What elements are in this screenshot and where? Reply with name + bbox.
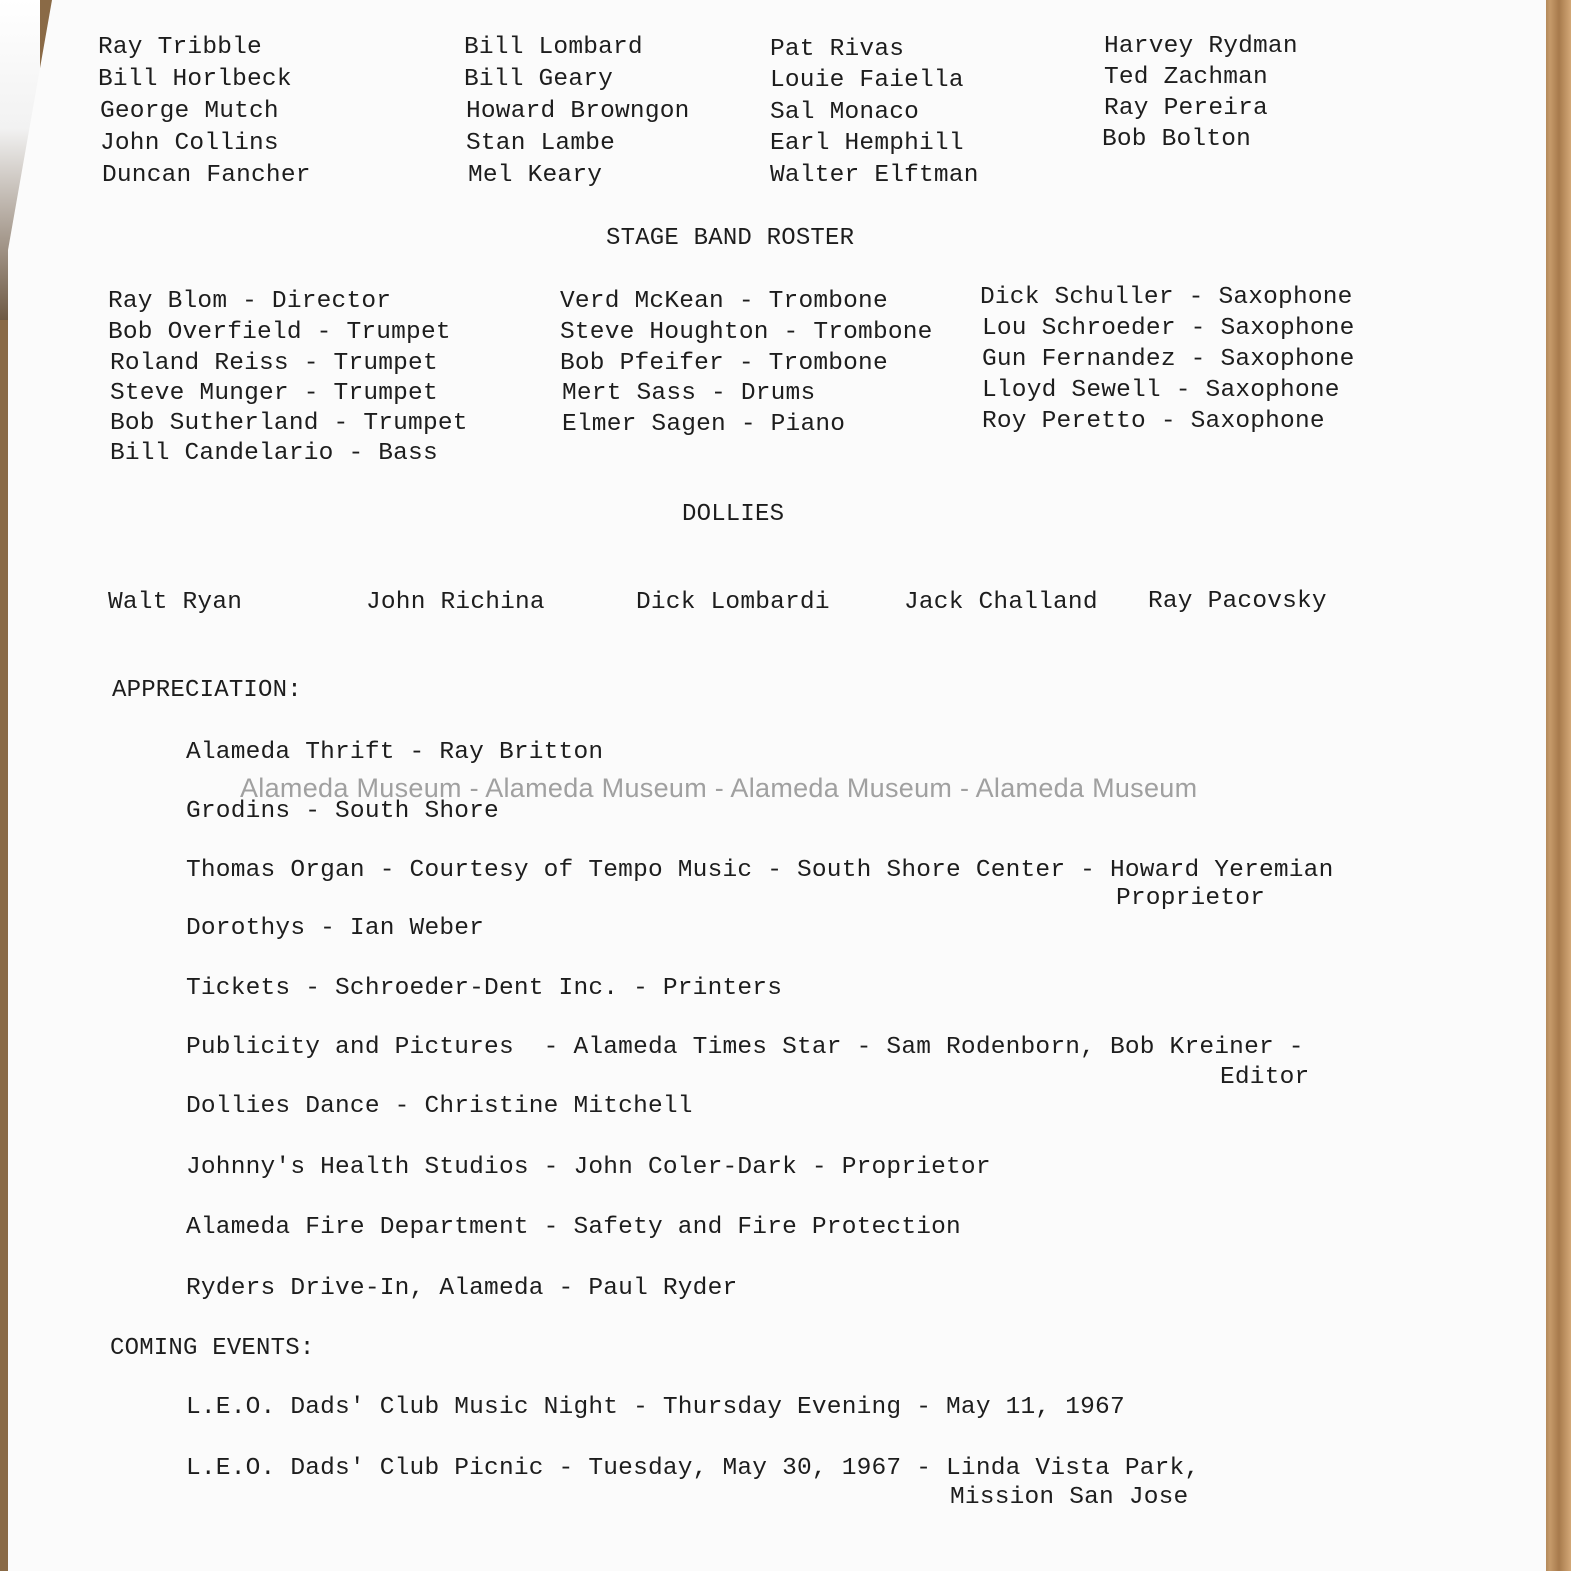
name-entry: Walter Elftman bbox=[770, 162, 979, 189]
roster-entry: Bill Candelario - Bass bbox=[110, 440, 438, 467]
roster-entry: Roland Reiss - Trumpet bbox=[110, 350, 438, 377]
event-item: L.E.O. Dads' Club Picnic - Tuesday, May 30, 1967 - Linda Vista Park, bbox=[186, 1455, 1200, 1482]
name-entry: Ted Zachman bbox=[1104, 64, 1268, 91]
dollies-name: Walt Ryan bbox=[108, 589, 243, 616]
roster-entry: Bob Pfeifer - Trombone bbox=[560, 350, 888, 377]
dollies-heading: DOLLIES bbox=[682, 501, 785, 528]
appreciation-item: Dollies Dance - Christine Mitchell bbox=[186, 1093, 693, 1120]
roster-entry: Steve Houghton - Trombone bbox=[560, 319, 933, 346]
name-entry: George Mutch bbox=[100, 98, 279, 125]
appreciation-item: Alameda Fire Department - Safety and Fire Protection bbox=[186, 1214, 961, 1241]
name-entry: Ray Pereira bbox=[1104, 95, 1268, 122]
name-entry: John Collins bbox=[100, 130, 279, 157]
event-item-continued: Mission San Jose bbox=[950, 1484, 1189, 1511]
appreciation-item: Thomas Organ - Courtesy of Tempo Music - South Shore Center - Howard Yeremian bbox=[186, 857, 1334, 884]
dollies-name: Ray Pacovsky bbox=[1148, 588, 1327, 615]
name-entry: Harvey Rydman bbox=[1104, 33, 1298, 60]
coming-events-heading: COMING EVENTS: bbox=[110, 1335, 315, 1362]
name-entry: Ray Tribble bbox=[98, 34, 262, 61]
name-entry: Louie Faiella bbox=[770, 67, 964, 94]
dollies-name: John Richina bbox=[366, 589, 545, 616]
roster-entry: Verd McKean - Trombone bbox=[560, 288, 888, 315]
roster-entry: Bob Sutherland - Trumpet bbox=[110, 410, 468, 437]
dollies-name: Jack Challand bbox=[904, 589, 1098, 616]
name-entry: Mel Keary bbox=[468, 162, 603, 189]
roster-entry: Bob Overfield - Trumpet bbox=[108, 319, 451, 346]
museum-watermark: Alameda Museum - Alameda Museum - Alameda Museum - Alameda Museum bbox=[240, 773, 1198, 803]
roster-entry: Lou Schroeder - Saxophone bbox=[982, 315, 1355, 342]
appreciation-item: Grodins - South Shore bbox=[186, 798, 499, 825]
roster-entry: Elmer Sagen - Piano bbox=[562, 411, 846, 438]
name-entry: Bob Bolton bbox=[1102, 126, 1252, 153]
roster-entry: Mert Sass - Drums bbox=[562, 380, 816, 407]
appreciation-item: Alameda Thrift - Ray Britton bbox=[186, 739, 604, 766]
appreciation-item: Dorothys - Ian Weber bbox=[186, 915, 485, 942]
roster-entry: Gun Fernandez - Saxophone bbox=[982, 346, 1355, 373]
appreciation-item: Ryders Drive-In, Alameda - Paul Ryder bbox=[186, 1275, 738, 1302]
name-entry: Earl Hemphill bbox=[770, 130, 964, 157]
roster-entry: Dick Schuller - Saxophone bbox=[980, 284, 1353, 311]
name-entry: Bill Horlbeck bbox=[98, 66, 292, 93]
name-entry: Stan Lambe bbox=[466, 130, 616, 157]
name-entry: Howard Browngon bbox=[466, 98, 690, 125]
name-entry: Bill Geary bbox=[464, 66, 614, 93]
appreciation-item: Publicity and Pictures - Alameda Times Star - Sam Rodenborn, Bob Kreiner - bbox=[186, 1034, 1304, 1061]
appreciation-item-continued: Proprietor bbox=[1116, 885, 1266, 912]
appreciation-item: Johnny's Health Studios - John Coler-Dark - Proprietor bbox=[186, 1154, 991, 1181]
roster-entry: Steve Munger - Trumpet bbox=[110, 380, 438, 407]
roster-entry: Ray Blom - Director bbox=[108, 288, 392, 315]
appreciation-item-continued: Editor bbox=[1220, 1064, 1310, 1091]
roster-entry: Roy Peretto - Saxophone bbox=[982, 408, 1325, 435]
appreciation-heading: APPRECIATION: bbox=[112, 677, 302, 704]
name-entry: Sal Monaco bbox=[770, 99, 920, 126]
roster-entry: Lloyd Sewell - Saxophone bbox=[982, 377, 1340, 404]
dollies-name: Dick Lombardi bbox=[636, 589, 830, 616]
name-entry: Duncan Fancher bbox=[102, 162, 311, 189]
event-item: L.E.O. Dads' Club Music Night - Thursday Evening - May 11, 1967 bbox=[186, 1394, 1125, 1421]
appreciation-item: Tickets - Schroeder-Dent Inc. - Printers bbox=[186, 975, 783, 1002]
stage-band-heading: STAGE BAND ROSTER bbox=[606, 225, 855, 252]
name-entry: Bill Lombard bbox=[464, 34, 643, 61]
name-entry: Pat Rivas bbox=[770, 36, 905, 63]
